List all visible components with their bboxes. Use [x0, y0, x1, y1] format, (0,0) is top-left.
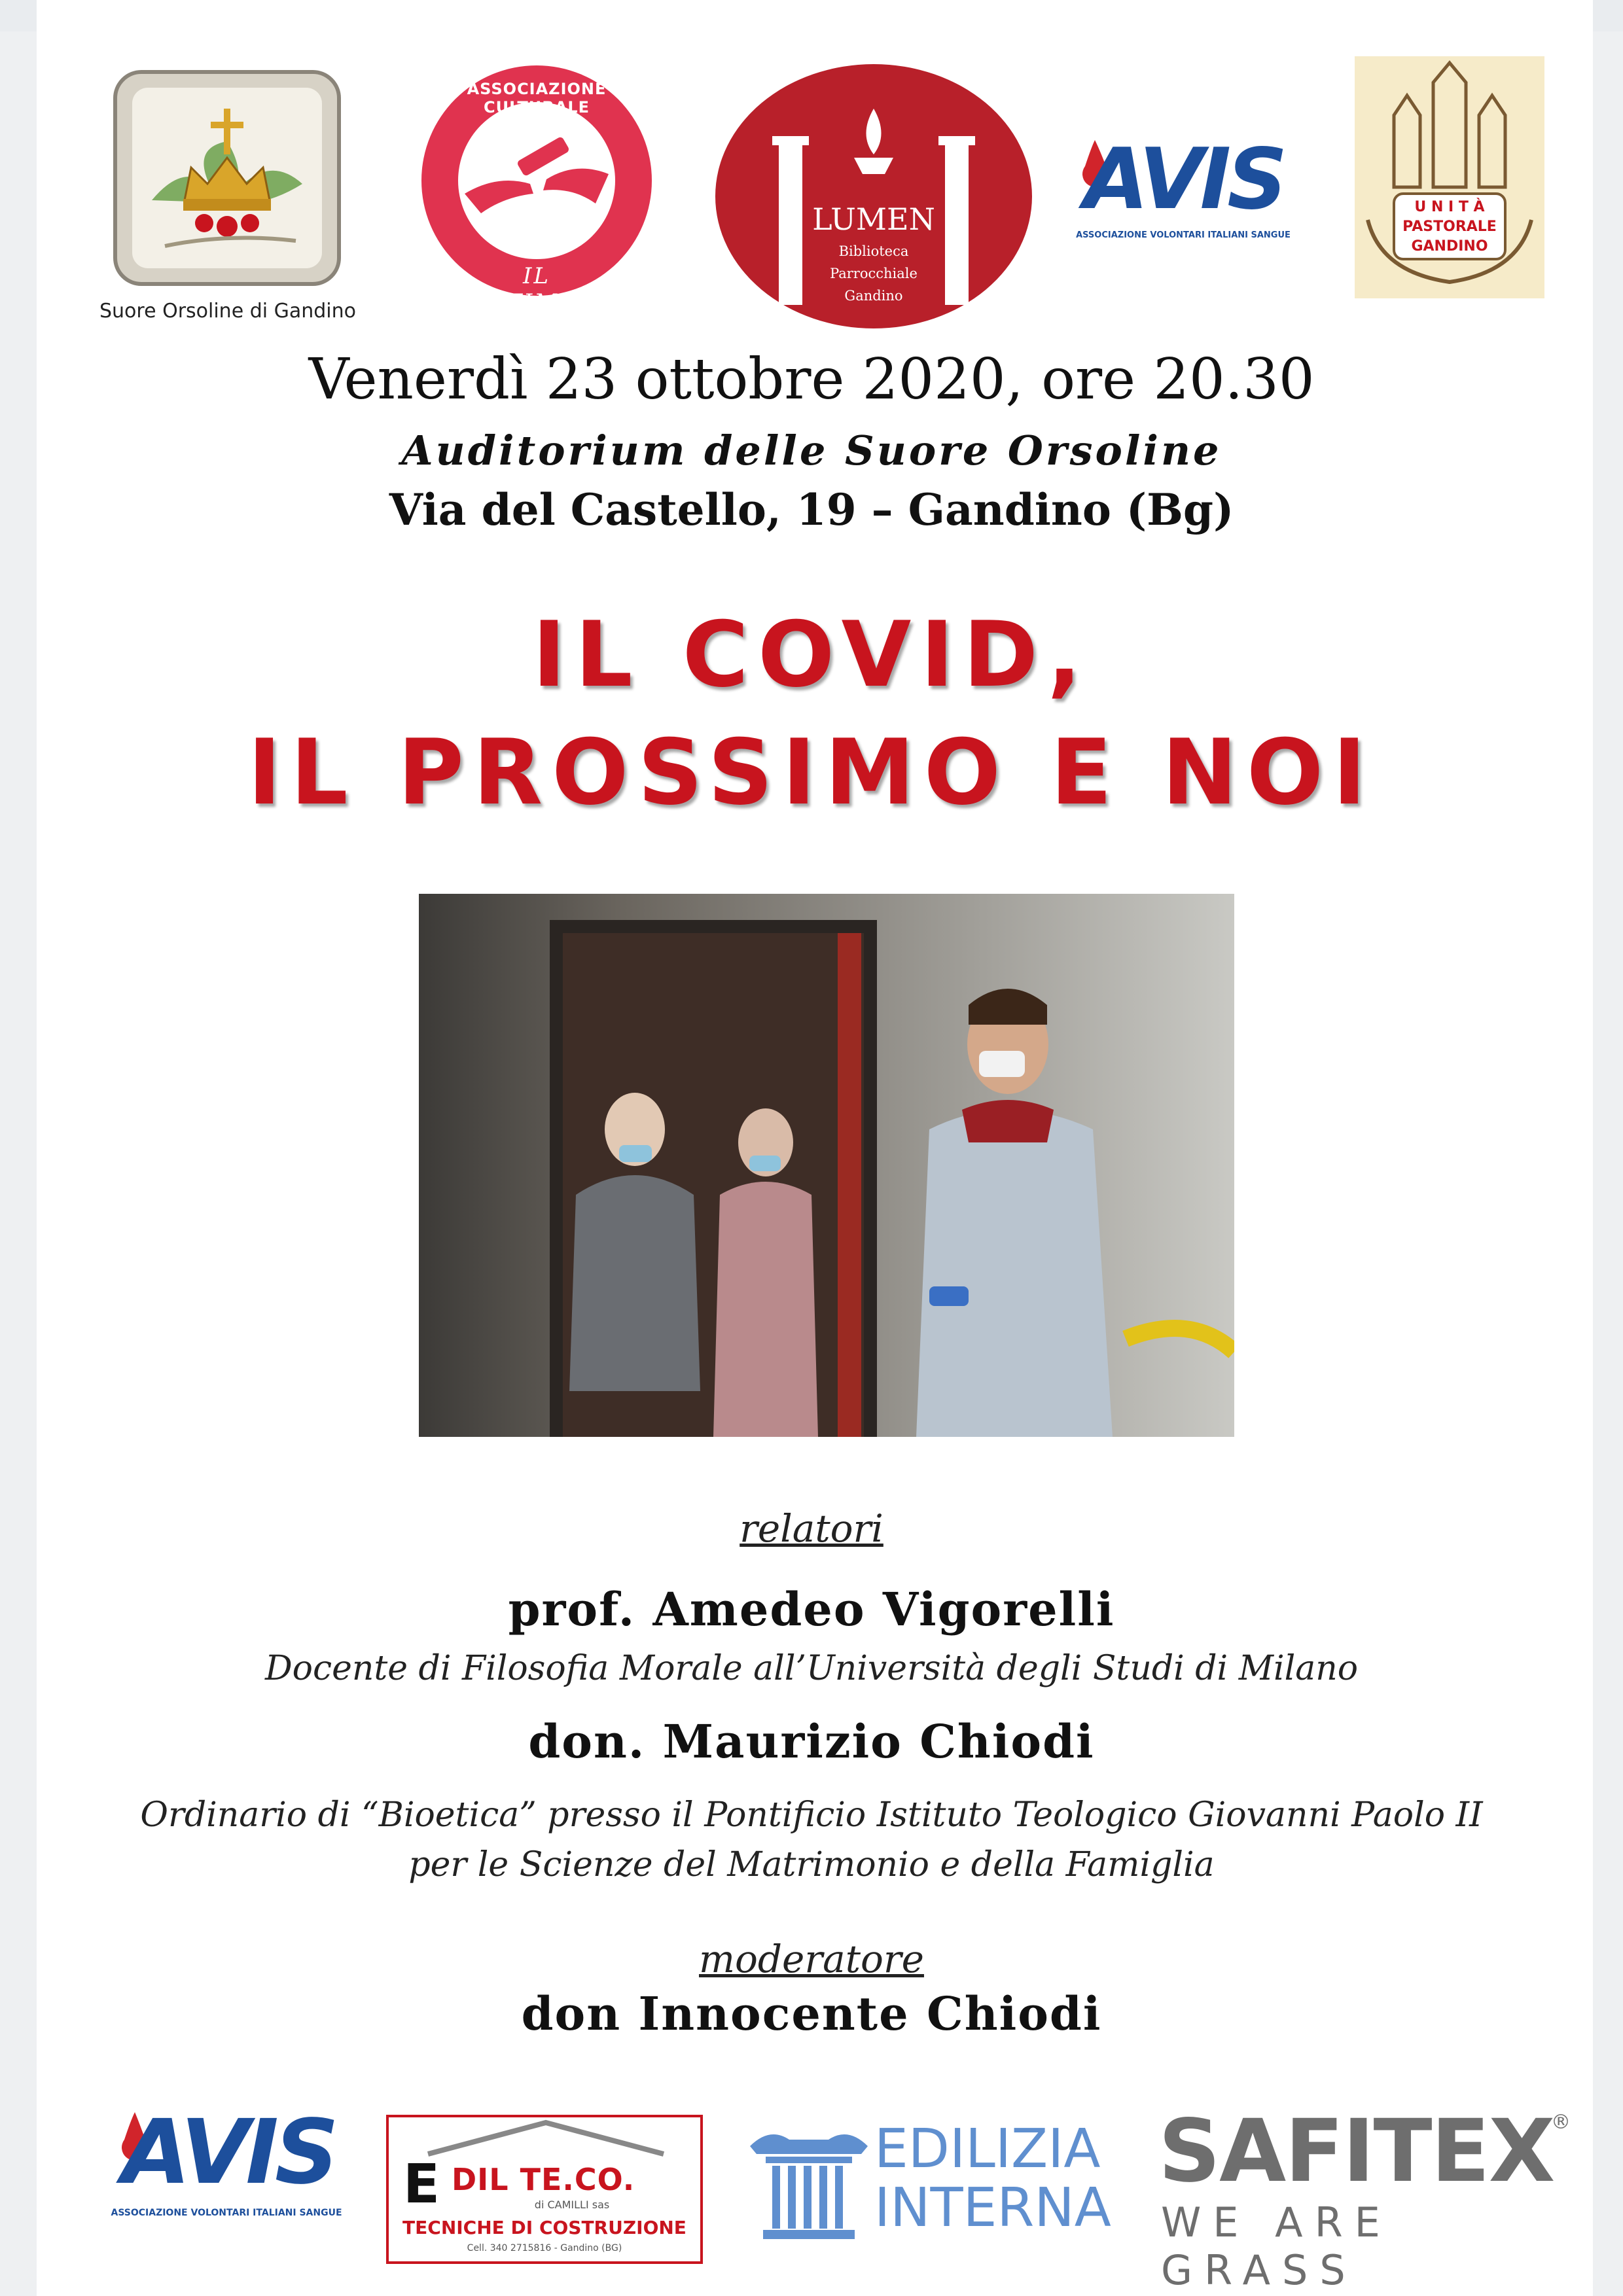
il-testimone-top-text: ASSOCIAZIONE CULTURALE [467, 80, 607, 116]
safitex-registered: ® [1551, 2111, 1571, 2134]
edilizia-line2: INTERNA [874, 2177, 1111, 2239]
avis-word-bottom: AVIS [122, 2101, 335, 2204]
unita-pastorale-logo [1355, 56, 1544, 298]
event-photo [419, 894, 1234, 1437]
avis-sub-bottom: ASSOCIAZIONE VOLONTARI ITALIANI SANGUE [111, 2208, 342, 2218]
event-date-time: Venerdì 23 ottobre 2020, ore 20.30 [308, 347, 1315, 412]
il-testimone-logo [419, 63, 654, 315]
speaker-2-role-line2: per le Scienze del Matrimonio e della Famiglia [408, 1845, 1215, 1884]
speaker-2-name: don. Maurizio Chiodi [528, 1714, 1095, 1769]
edil-small: di CAMILLI sas [534, 2199, 610, 2211]
il-testimone-bottom-text: IL TESTIMONE [454, 263, 619, 315]
avis-word-top: AVIS [1084, 131, 1284, 228]
speakers-heading: relatori [740, 1506, 883, 1551]
lumen-line1: Biblioteca [838, 243, 909, 259]
edil-teco-logo [386, 2115, 703, 2264]
edil-name: DIL TE.CO. [452, 2162, 635, 2197]
unita-line3: GANDINO [1411, 238, 1488, 255]
edil-contact: Cell. 340 2715816 - Gandino (BG) [467, 2243, 622, 2253]
safitex-logo [1158, 2101, 1577, 2294]
edil-tagline: TECNICHE DI COSTRUZIONE [402, 2217, 687, 2238]
lumen-logo [713, 63, 1034, 330]
edil-e-letter: E [403, 2153, 440, 2216]
moderator-name: don Innocente Chiodi [521, 1987, 1102, 2041]
event-venue: Auditorium delle Suore Orsoline [401, 427, 1222, 474]
lumen-title: LUMEN [812, 202, 935, 237]
moderator-heading: moderatore [699, 1937, 924, 1981]
poster-title-line1: IL COVID, [532, 602, 1091, 707]
speaker-1-name: prof. Amedeo Vigorelli [508, 1582, 1115, 1636]
lumen-line3: Gandino [844, 288, 903, 304]
lumen-line2: Parrocchiale [830, 266, 918, 281]
suore-orsoline-caption: Suore Orsoline di Gandino [99, 300, 356, 323]
unita-line2: PASTORALE [1402, 219, 1497, 235]
edilizia-interna-logo [743, 2120, 1110, 2244]
speaker-2-role-line1: Ordinario di “Bioetica” presso il Pontificio Istituto Teologico Giovanni Paolo II [140, 1795, 1483, 1835]
edilizia-line1: EDILIZIA [874, 2118, 1101, 2180]
safitex-name: SAFITEX [1158, 2101, 1554, 2202]
speaker-1-role: Docente di Filosofia Morale all’Università degli Studi di Milano [264, 1649, 1359, 1688]
avis-sub-top: ASSOCIAZIONE VOLONTARI ITALIANI SANGUE [1076, 230, 1291, 240]
avis-logo-bottom [102, 2101, 351, 2223]
suore-orsoline-logo [113, 69, 342, 287]
event-address: Via del Castello, 19 – Gandino (Bg) [389, 484, 1234, 535]
poster-title-line2: IL PROSSIMO E NOI [247, 720, 1376, 825]
safitex-tagline: WE ARE GRASS [1161, 2199, 1392, 2294]
avis-logo-top [1065, 131, 1301, 251]
unita-line1: U N I T À [1414, 199, 1485, 215]
